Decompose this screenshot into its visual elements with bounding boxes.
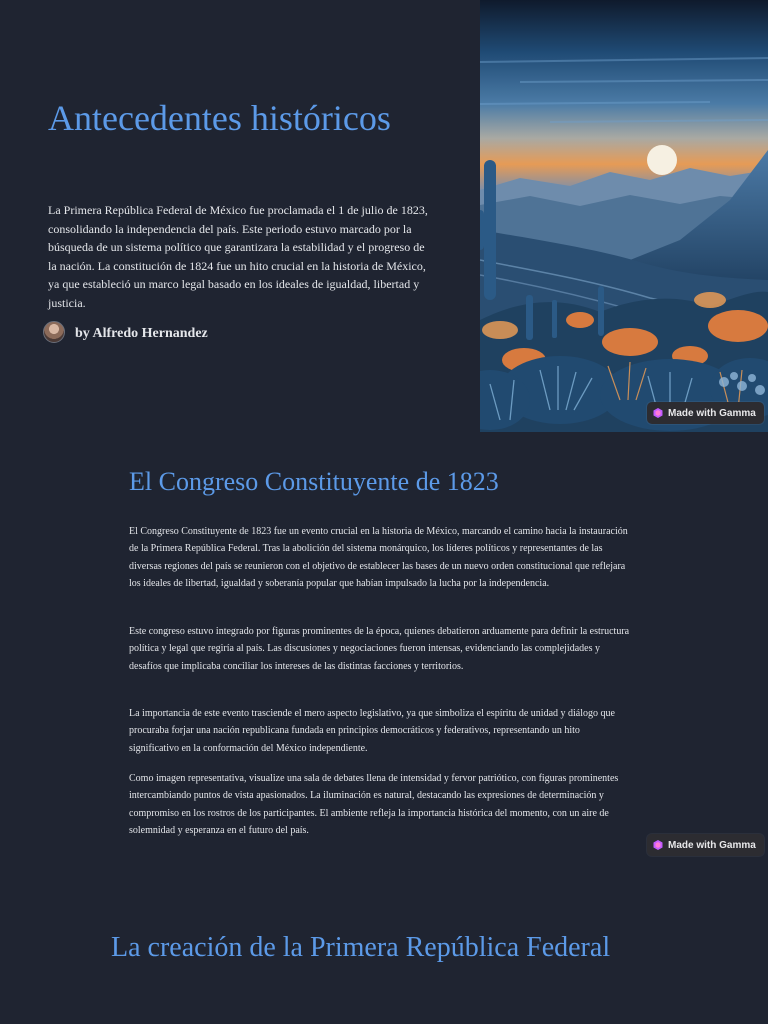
- body-paragraph: Este congreso estuvo integrado por figuras prominentes de la época, quienes debatieron arduamente para definir la estructura política y legal que regiría al país. Las discusiones y negociaciones fueron intensas, evidenciando las complejidades y desafíos que implicaba conciliar los intereses de las distintas facciones y territorios.: [129, 626, 630, 672]
- badge-label: Made with Gamma: [668, 839, 756, 851]
- slide-antecedentes: [0, 0, 768, 432]
- made-with-gamma-badge[interactable]: [647, 834, 764, 856]
- body-paragraph: El Congreso Constituyente de 1823 fue un evento crucial en la historia de México, marcando el camino hacia la instauración de la Primera República Federal. Tras la abolición del sistema monárquico, los líderes políticos y representantes de las diversas regiones del país se reunieron con el objetivo de establecer las bases de un nuevo orden constitucional que reflejara los ideales de libertad, igualdad y soberanía popular que habían impulsado la lucha por la independencia.: [129, 526, 628, 589]
- made-with-gamma-badge[interactable]: [647, 402, 764, 424]
- author-name: by Alfredo Hernandez: [75, 326, 208, 341]
- slide-creacion: [0, 864, 768, 1024]
- slide-title: Antecedentes históricos: [48, 98, 391, 138]
- landscape-illustration: [480, 0, 768, 432]
- badge-label: Made with Gamma: [668, 407, 756, 419]
- slide-title: El Congreso Constituyente de 1823: [129, 467, 499, 496]
- slide-title: La creación de la Primera República Federal: [111, 932, 611, 963]
- author-byline: [43, 321, 208, 343]
- gamma-icon: [653, 408, 663, 418]
- avatar: [43, 321, 65, 343]
- slide-congreso: [0, 432, 768, 864]
- body-paragraph: Como imagen representativa, visualize una sala de debates llena de intensidad y fervor patriótico, con figuras prominentes intercambiando puntos de vista apasionados. La iluminación es natural, destacando las expresiones de determinación y compromiso en los rostros de los participantes. El ambiente refleja la importancia histórica del momento, con un aire de solemnidad y esperanza en el futuro del país.: [129, 773, 619, 836]
- gamma-icon: [653, 840, 663, 850]
- intro-paragraph: La Primera República Federal de México fue proclamada el 1 de julio de 1823, consolidando la independencia del país. Este periodo estuvo marcado por la búsqueda de un sistema político que garantizara la estabilidad y el progreso de la nación. La constitución de 1824 fue un hito crucial en la historia de México, ya que estableció un marco legal basado en los ideales de igualdad, libertad y justicia.: [48, 203, 428, 310]
- body-paragraph: La importancia de este evento trasciende el mero aspecto legislativo, ya que simboliza el espíritu de unidad y diálogo que procuraba forjar una nación republicana fundada en principios democráticos y federativos, representando un hito significativo en la conformación del México independiente.: [129, 708, 615, 754]
